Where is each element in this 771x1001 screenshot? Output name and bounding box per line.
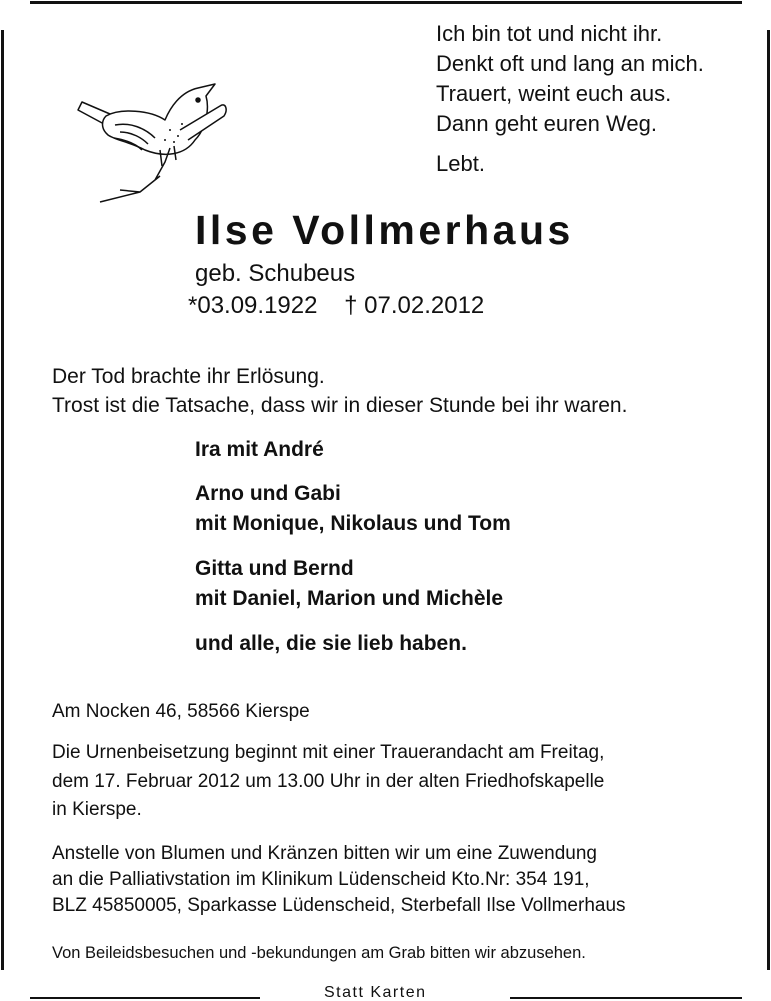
deceased-name: Ilse Vollmerhaus (195, 207, 574, 253)
address: Am Nocken 46, 58566 Kierspe (52, 701, 310, 722)
family-line: Ira mit André (195, 438, 324, 461)
footer-label: Statt Karten (324, 984, 427, 1001)
intro-line: Der Tod brachte ihr Erlösung. (52, 365, 325, 388)
donation-line: Anstelle von Blumen und Kränzen bitten wir um eine Zuwendung (52, 843, 597, 864)
family-line: mit Monique, Nikolaus und Tom (195, 512, 511, 535)
funeral-line: Die Urnenbeisetzung beginnt mit einer Trauerandacht am Freitag, (52, 742, 605, 763)
bottom-rule-right (510, 997, 742, 999)
left-border (1, 30, 4, 970)
bird-illustration-icon (70, 80, 240, 210)
maiden-name: geb. Schubeus (195, 260, 356, 287)
poem-line: Trauert, weint euch aus. (436, 81, 672, 106)
intro-line: Trost ist die Tatsache, dass wir in dieser Stunde bei ihr waren. (52, 394, 628, 417)
life-dates: *03.09.1922 † 07.02.2012 (188, 292, 485, 319)
poem-line: Denkt oft und lang an mich. (436, 51, 704, 76)
donation-line: an die Palliativstation im Klinikum Lüdenscheid Kto.Nr: 354 191, (52, 869, 590, 890)
donation-line: BLZ 45850005, Sparkasse Lüdenscheid, Sterbefall Ilse Vollmerhaus (52, 895, 626, 916)
funeral-line: dem 17. Februar 2012 um 13.00 Uhr in der alten Friedhofskapelle (52, 771, 605, 792)
right-border (767, 30, 770, 970)
family-line: Arno und Gabi (195, 482, 341, 505)
top-rule (30, 1, 742, 4)
poem-line: Dann geht euren Weg. (436, 111, 657, 136)
funeral-line: in Kierspe. (52, 799, 142, 820)
family-line: mit Daniel, Marion und Michèle (195, 587, 504, 610)
family-line: Gitta und Bernd (195, 557, 354, 580)
poem-line: Lebt. (436, 151, 485, 176)
condolence-note: Von Beileidsbesuchen und -bekundungen am Grab bitten wir abzusehen. (52, 944, 586, 962)
family-line: und alle, die sie lieb haben. (195, 632, 467, 655)
bottom-rule-left (30, 997, 260, 999)
poem-line: Ich bin tot und nicht ihr. (436, 21, 663, 46)
